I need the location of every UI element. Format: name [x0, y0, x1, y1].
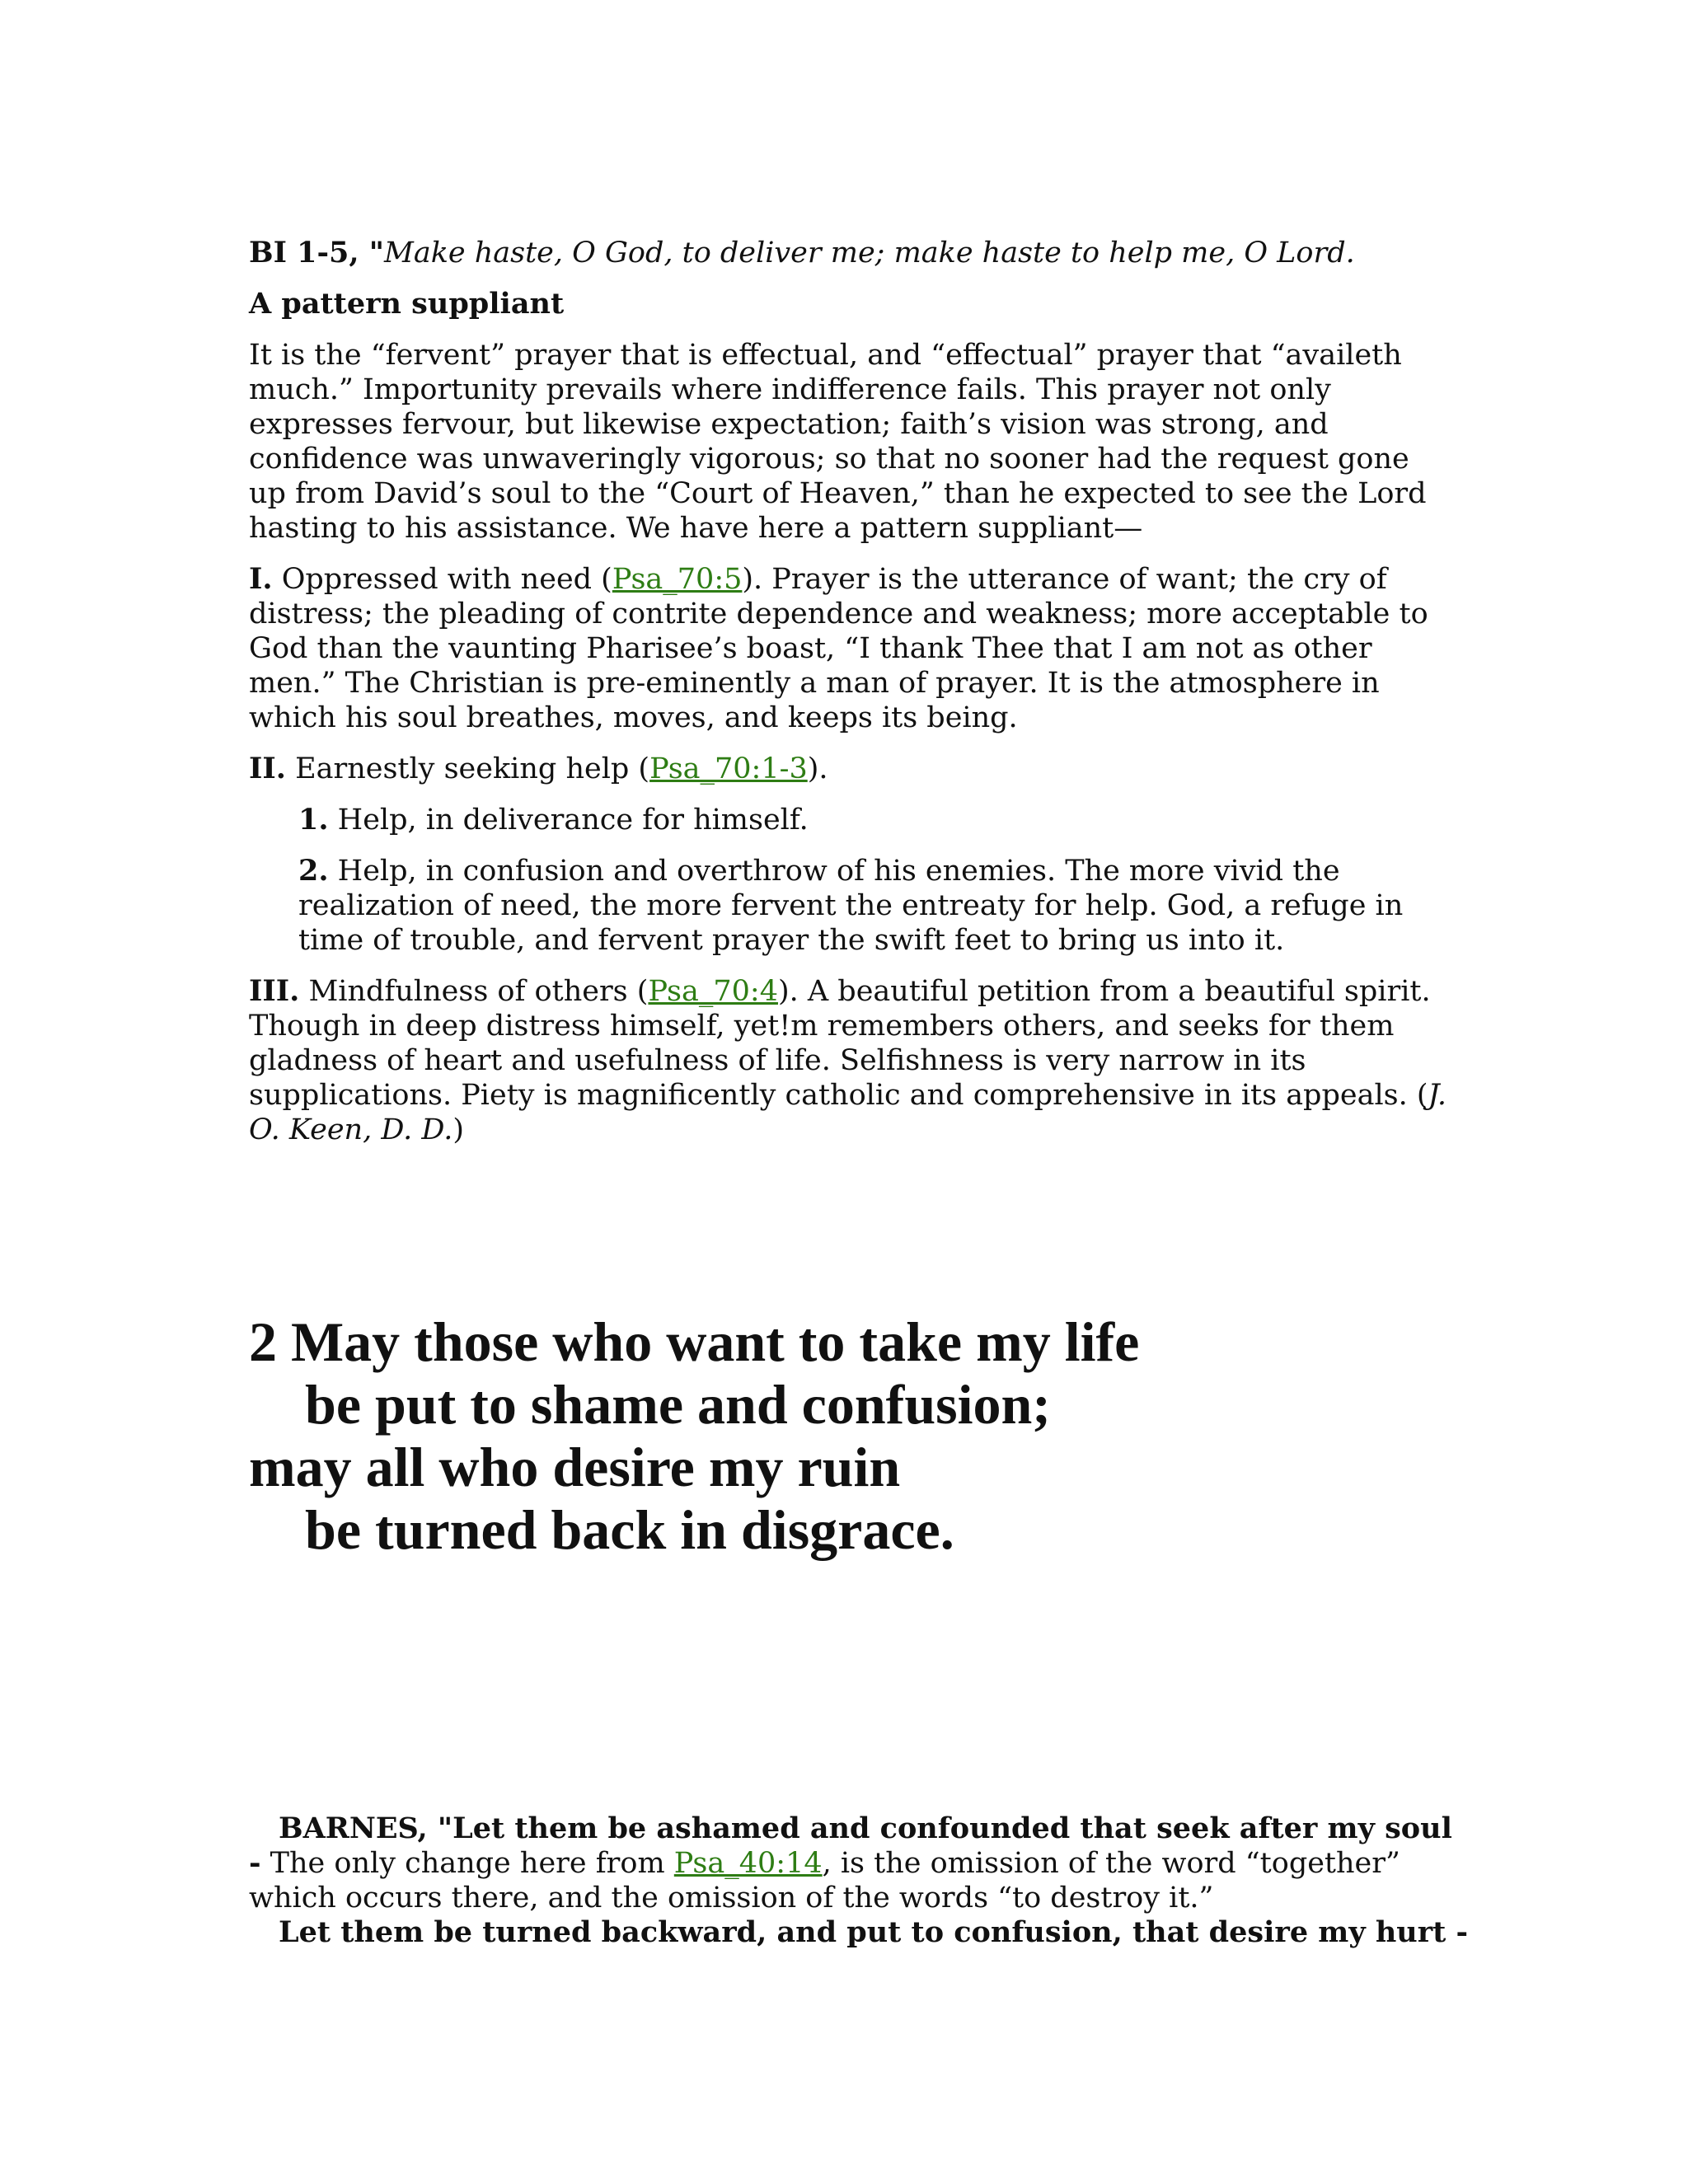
point-two-number: II. [249, 752, 286, 785]
psa-70-5-link[interactable]: Psa_70:5 [612, 563, 743, 596]
psa-70-4-link[interactable]: Psa_70:4 [648, 975, 778, 1008]
point-one [249, 562, 1452, 735]
verse-two [249, 1310, 1139, 1561]
bi-section [249, 236, 1452, 1164]
author-attribution: J. O. Keen, D. D. [249, 1079, 1447, 1146]
verse-line-4: be turned back in disgrace. [305, 1498, 954, 1561]
point-three-close: ) [452, 1113, 464, 1146]
point-two-pre: Earnestly seeking help ( [285, 752, 650, 785]
point-one-number: I. [249, 562, 273, 596]
sub-point-two-text: Help, in confusion and overthrow of his enemies. The more vivid the realization of need, the more fervent the entreaty for help. God, a refuge in time of trouble, and fervent prayer the swift feet to bring us into it. [298, 855, 1404, 957]
psa-40-14-link[interactable]: Psa_40:14 [673, 1847, 823, 1880]
point-two-post: ). [807, 752, 828, 785]
point-two [249, 752, 1452, 786]
barnes-heading: BARNES, "Let them be ashamed and confounded that seek after my soul - [249, 1811, 1452, 1880]
sub-point-one [249, 803, 1452, 837]
point-three-text: ). A beautiful petition from a beautiful spirit. Though in deep distress himself, yet!m remembers others, and seeks for them gladness of heart and usefulness of life. Selfishness is very narrow in its supplications. Piety is magnificently catholic and comprehensive in its appeals. ( [249, 975, 1431, 1112]
barnes-heading-2: Let them be turned backward, and put to confusion, that desire my hurt - [279, 1915, 1469, 1949]
sub-point-one-text: Help, in deliverance for himself. [328, 804, 809, 837]
bi-heading-line [249, 236, 1452, 270]
point-three [249, 974, 1452, 1147]
barnes-section [249, 1811, 1469, 1950]
sub-point-two [249, 854, 1452, 958]
bi-verse: Make haste, O God, to deliver me; make haste to help me, O Lord. [383, 237, 1355, 269]
verse-line-3: may all who desire my ruin [249, 1436, 901, 1498]
point-three-number: III. [249, 974, 300, 1008]
verse-line-2: be put to shame and confusion; [305, 1373, 1051, 1436]
barnes-paragraph [249, 1811, 1469, 1915]
point-three-pre: Mindfulness of others ( [299, 975, 649, 1008]
point-one-text: ). Prayer is the utterance of want; the cry of distress; the pleading of contrite dependence and weakness; more acceptable to God than the vaunting Pharisee’s boast, “I thank Thee that I am not as other men.” The Christian is pre-eminently a man of prayer. It is the atmosphere in which his soul breathes, moves, and keeps its being. [249, 563, 1428, 734]
verse-line-1: 2 May those who want to take my life [249, 1310, 1140, 1373]
psa-70-1-3-link[interactable]: Psa_70:1-3 [649, 752, 808, 785]
bi-ref: BI 1-5, " [249, 236, 384, 269]
intro-paragraph: It is the “fervent” prayer that is effectual, and “effectual” prayer that “availeth much.” Importunity prevails where indifference fails. This prayer not only expresses fervour, but likewise expectation; faith’s vision was strong, and confidence was unwaveringly vigorous; so that no sooner had the request gone up from David’s soul to the “Court of Heaven,” than he expected to see the Lord hasting to his assistance. We have here a pattern suppliant— [249, 339, 1427, 545]
point-one-pre: Oppressed with need ( [272, 563, 612, 596]
barnes-pre: The only change here from [270, 1847, 674, 1880]
section-title: A pattern suppliant [249, 287, 565, 321]
sub-point-two-number: 2. [298, 854, 329, 888]
barnes-text: , is the omission of the word “together” which occurs there, and the omission of the words “to destroy it.” [249, 1847, 1400, 1915]
sub-point-one-number: 1. [298, 803, 329, 837]
